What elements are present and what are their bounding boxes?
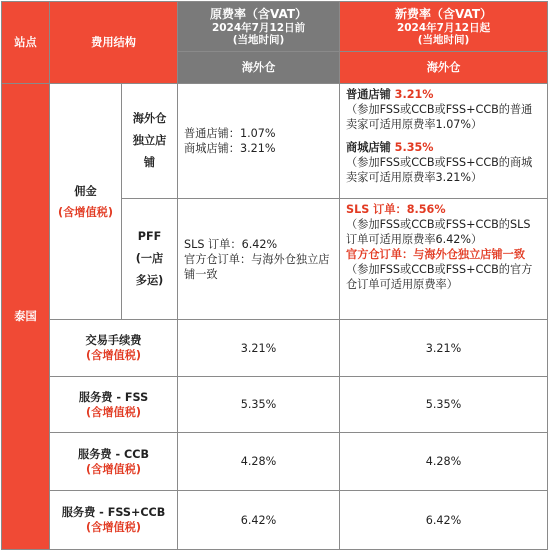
fss-ccb-fee-name: 服务费 - FSS+CCB [61, 506, 166, 519]
old-sls-order: SLS 订单：6.42% [184, 237, 278, 251]
pff-line-2: (一店 [135, 252, 164, 265]
transaction-fee-label [50, 320, 178, 377]
ccb-fee-old: 4.28% [178, 433, 340, 491]
transaction-fee-name: 交易手续费 [85, 334, 142, 347]
new-mall-label: 商城店铺 [346, 141, 391, 154]
fss-ccb-fee-new: 6.42% [340, 491, 548, 550]
transaction-fee-old: 3.21% [178, 320, 340, 377]
commission-row-independent [2, 84, 548, 199]
fee-row-ccb [2, 433, 548, 491]
independent-line-3: 铺 [143, 156, 156, 169]
header-station: 站点 [2, 2, 50, 84]
old-official-order: 官方仓订单：与海外仓独立店铺一致 [184, 252, 330, 281]
transaction-fee-new: 3.21% [340, 320, 548, 377]
old-rate-title: 原费率（含VAT） [210, 7, 308, 21]
fss-fee-name: 服务费 - FSS [78, 390, 149, 404]
commission-label-cell [50, 84, 122, 320]
fee-row-transaction [2, 320, 548, 377]
fss-fee-label [50, 377, 178, 433]
header-new-rate [340, 2, 548, 52]
ccb-fee-label [50, 433, 178, 491]
new-official-order: 官方仓订单：与海外仓独立店铺一致 [346, 248, 526, 261]
fee-row-fss-ccb [2, 491, 548, 550]
fee-row-fss [2, 377, 548, 433]
pff-label [122, 199, 178, 320]
old-mall-store: 商城店铺：3.21% [184, 142, 276, 155]
new-normal-store [346, 87, 541, 102]
new-normal-rate: 3.21% [390, 88, 434, 101]
independent-old-rate [178, 84, 340, 199]
old-normal-store: 普通店铺：1.07% [184, 127, 276, 140]
pff-line-1: PFF [137, 230, 162, 243]
old-rate-date: 2024年7月12日前 [211, 22, 306, 34]
pff-old-rate [178, 199, 340, 320]
station-cell: 泰国 [2, 84, 50, 550]
fss-fee-vat: (含增值税) [86, 405, 141, 419]
new-mall-rate: 5.35% [390, 141, 434, 154]
commission-vat: (含增值税) [58, 205, 113, 219]
independent-line-1: 海外仓 [132, 112, 167, 125]
pff-new-rate [340, 199, 548, 320]
ccb-fee-name: 服务费 - CCB [78, 447, 149, 461]
old-rate-note: (当地时间) [232, 34, 285, 46]
header-old-rate [178, 2, 340, 52]
new-warehouse-header: 海外仓 [340, 52, 548, 84]
new-rate-date: 2024年7月12日起 [396, 22, 491, 34]
new-rate-title: 新费率（含VAT） [395, 7, 493, 21]
new-normal-label: 普通店铺 [346, 88, 391, 101]
fee-table [1, 1, 548, 550]
ccb-fee-vat: (含增值税) [86, 462, 141, 476]
fss-ccb-fee-old: 6.42% [178, 491, 340, 550]
new-sls-order: SLS 订单：8.56% [346, 203, 446, 216]
new-sls-note: （参加FSS或CCB或FSS+CCB的SLS订单可适用原费率6.42%） [346, 218, 531, 246]
commission-label: 佣金 [74, 184, 97, 198]
new-mall-note: （参加FSS或CCB或FSS+CCB的商城卖家可适用原费率3.21%） [346, 156, 533, 184]
old-warehouse-header: 海外仓 [178, 52, 340, 84]
fss-fee-new: 5.35% [340, 377, 548, 433]
transaction-fee-vat: (含增值税) [86, 349, 141, 362]
header-fee-structure: 费用结构 [50, 2, 178, 84]
fss-ccb-fee-label [50, 491, 178, 550]
independent-line-2: 独立店 [132, 134, 167, 147]
fss-ccb-fee-vat: (含增值税) [86, 521, 141, 534]
header-row [2, 2, 548, 52]
fss-fee-old: 5.35% [178, 377, 340, 433]
new-rate-note: (当地时间) [417, 34, 470, 46]
new-official-note: （参加FSS或CCB或FSS+CCB的官方仓订单可适用原费率） [346, 263, 533, 291]
independent-new-rate [340, 84, 548, 199]
pff-line-3: 多运) [135, 274, 164, 287]
ccb-fee-new: 4.28% [340, 433, 548, 491]
independent-store-label [122, 84, 178, 199]
new-normal-note: （参加FSS或CCB或FSS+CCB的普通卖家可适用原费率1.07%） [346, 103, 533, 131]
new-mall-store [346, 140, 541, 155]
